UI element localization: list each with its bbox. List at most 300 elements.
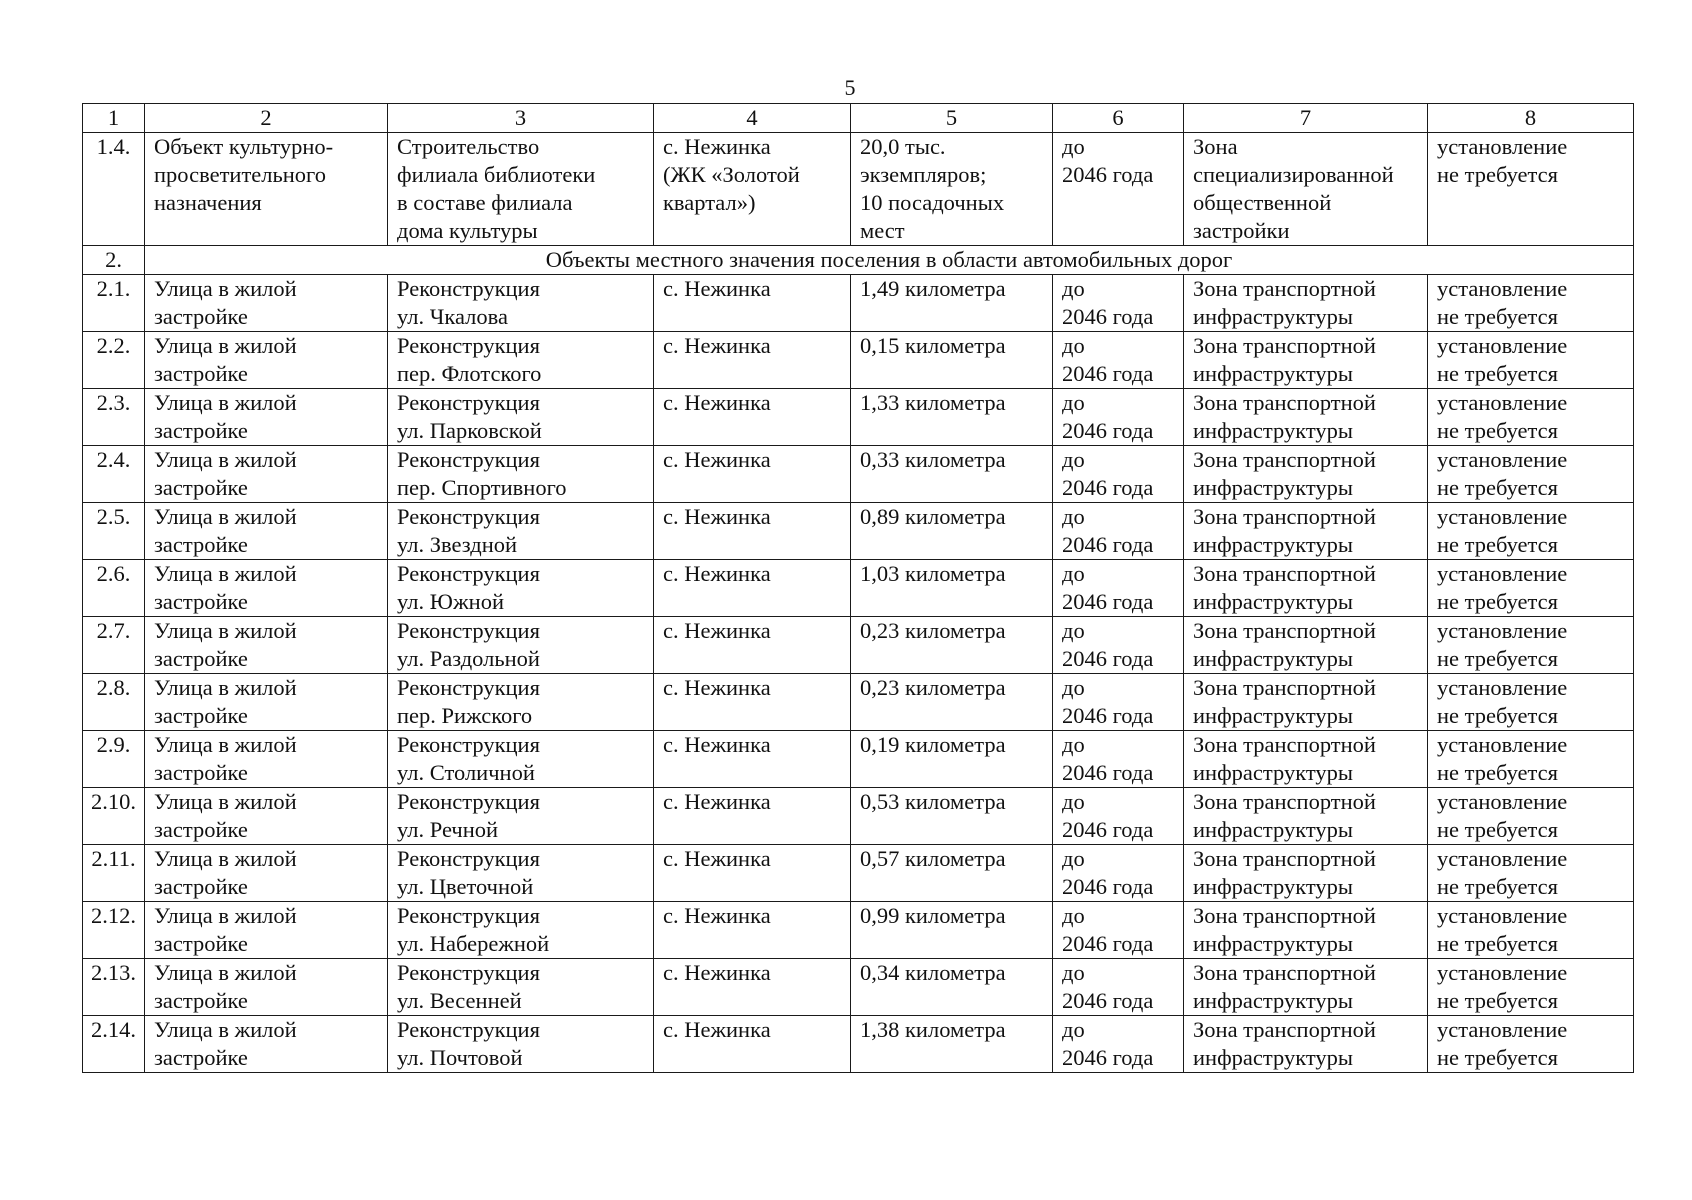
cell-line: инфраструктуры: [1193, 361, 1353, 386]
table-row: [83, 731, 1634, 788]
cell-line: ул. Чкалова: [397, 304, 508, 329]
cell-line: Реконструкция: [397, 561, 540, 586]
cell-line: 2046 года: [1062, 988, 1154, 1013]
cell-line: Улица в жилой: [154, 504, 297, 529]
cell-line: Строительство: [397, 134, 540, 159]
location-cell: с. Нежинка: [654, 332, 851, 389]
cell-line: 2046 года: [1062, 418, 1154, 443]
header-col-3: 3: [388, 104, 654, 133]
term-cell: [1053, 503, 1184, 560]
cell-line: 2046 года: [1062, 931, 1154, 956]
cell-line: до: [1062, 903, 1085, 928]
cell-line: застройке: [154, 703, 248, 728]
zone-cell: [1184, 617, 1428, 674]
cell-line: Зона: [1193, 134, 1238, 159]
cell-line: установление: [1437, 675, 1568, 700]
header-col-8: 8: [1428, 104, 1634, 133]
location-cell: с. Нежинка: [654, 845, 851, 902]
cell-line: не требуется: [1437, 418, 1558, 443]
section-title: Объекты местного значения поселения в области автомобильных дорог: [145, 246, 1634, 275]
cell-line: до: [1062, 846, 1085, 871]
cell-line: не требуется: [1437, 988, 1558, 1013]
cell-line: ул. Весенней: [397, 988, 522, 1013]
cell-line: застройке: [154, 532, 248, 557]
work-cell: [388, 560, 654, 617]
work-cell: [388, 788, 654, 845]
table-row: [83, 1016, 1634, 1073]
header-col-5: 5: [851, 104, 1053, 133]
cell-line: Улица в жилой: [154, 618, 297, 643]
object-cell: [145, 332, 388, 389]
cell-line: установление: [1437, 561, 1568, 586]
cell-line: Реконструкция: [397, 276, 540, 301]
cell-line: до: [1062, 390, 1085, 415]
term-cell: [1053, 731, 1184, 788]
row-number: 2.13.: [83, 959, 145, 1016]
cell-line: Реконструкция: [397, 333, 540, 358]
cell-line: застройке: [154, 1045, 248, 1070]
cell-line: до: [1062, 333, 1085, 358]
cell-line: ул. Звездной: [397, 532, 518, 557]
cell-line: 2046 года: [1062, 361, 1154, 386]
table-row: [83, 560, 1634, 617]
cell-line: не требуется: [1437, 817, 1558, 842]
location-cell: с. Нежинка: [654, 275, 851, 332]
object-cell: [145, 788, 388, 845]
cell-line: до: [1062, 134, 1085, 159]
cell-line: Зона транспортной: [1193, 333, 1376, 358]
cell-line: застройке: [154, 304, 248, 329]
cell-line: застройке: [154, 874, 248, 899]
protection-cell: [1428, 389, 1634, 446]
cell-line: до: [1062, 276, 1085, 301]
object-cell: [145, 959, 388, 1016]
table-row: [83, 275, 1634, 332]
cell-line: установление: [1437, 732, 1568, 757]
cell-line: инфраструктуры: [1193, 589, 1353, 614]
cell-line: застройки: [1193, 218, 1290, 243]
cell-line: до: [1062, 675, 1085, 700]
object-cell: [145, 731, 388, 788]
cell-line: Реконструкция: [397, 960, 540, 985]
cell-line: установление: [1437, 1017, 1568, 1042]
work-cell: [388, 617, 654, 674]
term-cell: [1053, 959, 1184, 1016]
section-row: [83, 246, 1634, 275]
cell-line: Зона транспортной: [1193, 789, 1376, 814]
length-cell: 0,99 километра: [851, 902, 1053, 959]
zone-cell: [1184, 731, 1428, 788]
cell-line: дома культуры: [397, 218, 538, 243]
protection-cell: [1428, 674, 1634, 731]
zone-cell: [1184, 332, 1428, 389]
cell-line: не требуется: [1437, 703, 1558, 728]
length-cell: 0,89 километра: [851, 503, 1053, 560]
cell-line: застройке: [154, 589, 248, 614]
cell-line: установление: [1437, 618, 1568, 643]
term-cell: [1053, 788, 1184, 845]
object-cell: [145, 133, 388, 246]
cell-line: инфраструктуры: [1193, 532, 1353, 557]
cell-line: застройке: [154, 760, 248, 785]
cell-line: ул. Столичной: [397, 760, 535, 785]
cell-line: 2046 года: [1062, 304, 1154, 329]
cell-line: до: [1062, 447, 1085, 472]
cell-line: Улица в жилой: [154, 1017, 297, 1042]
cell-line: Объект культурно-: [154, 134, 334, 159]
zone-cell: [1184, 959, 1428, 1016]
cell-line: до: [1062, 618, 1085, 643]
cell-line: инфраструктуры: [1193, 1045, 1353, 1070]
zone-cell: [1184, 674, 1428, 731]
cell-line: до: [1062, 561, 1085, 586]
cell-line: просветительного: [154, 162, 326, 187]
table-body: [83, 133, 1634, 1073]
object-cell: [145, 902, 388, 959]
zone-cell: [1184, 845, 1428, 902]
length-cell: 0,57 километра: [851, 845, 1053, 902]
cell-line: инфраструктуры: [1193, 304, 1353, 329]
cell-line: Зона транспортной: [1193, 618, 1376, 643]
protection-cell: [1428, 503, 1634, 560]
cell-line: Реконструкция: [397, 789, 540, 814]
zone-cell: [1184, 503, 1428, 560]
cell-line: Зона транспортной: [1193, 675, 1376, 700]
header-col-1: 1: [83, 104, 145, 133]
cell-line: Реконструкция: [397, 618, 540, 643]
cell-line: установление: [1437, 390, 1568, 415]
cell-line: инфраструктуры: [1193, 817, 1353, 842]
cell-line: инфраструктуры: [1193, 418, 1353, 443]
cell-line: установление: [1437, 960, 1568, 985]
length-cell: 1,38 километра: [851, 1016, 1053, 1073]
header-col-7: 7: [1184, 104, 1428, 133]
cell-line: не требуется: [1437, 475, 1558, 500]
row-number: 2.2.: [83, 332, 145, 389]
protection-cell: [1428, 332, 1634, 389]
protection-cell: [1428, 731, 1634, 788]
term-cell: [1053, 389, 1184, 446]
cell-line: не требуется: [1437, 931, 1558, 956]
cell-line: Реконструкция: [397, 504, 540, 529]
cell-line: установление: [1437, 333, 1568, 358]
cell-line: установление: [1437, 789, 1568, 814]
table-row: [83, 788, 1634, 845]
cell-line: в составе филиала: [397, 190, 573, 215]
work-cell: [388, 332, 654, 389]
cell-line: 2046 года: [1062, 475, 1154, 500]
cell-line: мест: [860, 218, 905, 243]
cell-line: до: [1062, 732, 1085, 757]
cell-line: Улица в жилой: [154, 846, 297, 871]
cell-line: инфраструктуры: [1193, 646, 1353, 671]
row-number: 2.5.: [83, 503, 145, 560]
objects-table: [82, 103, 1634, 1073]
cell-line: установление: [1437, 276, 1568, 301]
length-cell: 0,19 километра: [851, 731, 1053, 788]
zone-cell: [1184, 275, 1428, 332]
term-cell: [1053, 560, 1184, 617]
work-cell: [388, 133, 654, 246]
row-number: 2.8.: [83, 674, 145, 731]
cell-line: Зона транспортной: [1193, 960, 1376, 985]
cell-line: экземпляров;: [860, 162, 987, 187]
object-cell: [145, 560, 388, 617]
cell-line: с. Нежинка: [663, 134, 771, 159]
header-row: [83, 104, 1634, 133]
zone-cell: [1184, 560, 1428, 617]
cell-line: Зона транспортной: [1193, 732, 1376, 757]
cell-line: Зона транспортной: [1193, 276, 1376, 301]
cell-line: Реконструкция: [397, 390, 540, 415]
cell-line: не требуется: [1437, 1045, 1558, 1070]
location-cell: [654, 133, 851, 246]
row-number: 2.10.: [83, 788, 145, 845]
cell-line: 2046 года: [1062, 817, 1154, 842]
cell-line: не требуется: [1437, 874, 1558, 899]
object-cell: [145, 1016, 388, 1073]
protection-cell: [1428, 133, 1634, 246]
cell-line: до: [1062, 504, 1085, 529]
table-row: [83, 902, 1634, 959]
zone-cell: [1184, 902, 1428, 959]
cell-line: (ЖК «Золотой: [663, 162, 800, 187]
cell-line: Реконструкция: [397, 1017, 540, 1042]
table-row: [83, 674, 1634, 731]
row-number: 2.14.: [83, 1016, 145, 1073]
row-number: 2.12.: [83, 902, 145, 959]
cell-line: до: [1062, 789, 1085, 814]
protection-cell: [1428, 788, 1634, 845]
zone-cell: [1184, 788, 1428, 845]
cell-line: не требуется: [1437, 304, 1558, 329]
location-cell: с. Нежинка: [654, 1016, 851, 1073]
length-cell: 0,23 километра: [851, 674, 1053, 731]
term-cell: [1053, 332, 1184, 389]
location-cell: с. Нежинка: [654, 902, 851, 959]
row-number: 2.3.: [83, 389, 145, 446]
cell-line: пер. Флотского: [397, 361, 542, 386]
cell-line: Зона транспортной: [1193, 504, 1376, 529]
table-row: [83, 617, 1634, 674]
cell-line: инфраструктуры: [1193, 703, 1353, 728]
cell-line: установление: [1437, 903, 1568, 928]
location-cell: с. Нежинка: [654, 503, 851, 560]
cell-line: инфраструктуры: [1193, 931, 1353, 956]
object-cell: [145, 389, 388, 446]
header-col-6: 6: [1053, 104, 1184, 133]
cell-line: 20,0 тыс.: [860, 134, 946, 159]
cell-line: квартал»): [663, 190, 756, 215]
cell-line: Улица в жилой: [154, 561, 297, 586]
work-cell: [388, 674, 654, 731]
term-cell: [1053, 617, 1184, 674]
cell-line: не требуется: [1437, 646, 1558, 671]
cell-line: застройке: [154, 475, 248, 500]
table-row-1-4: [83, 133, 1634, 246]
cell-line: Улица в жилой: [154, 675, 297, 700]
table-row: [83, 332, 1634, 389]
table-row: [83, 959, 1634, 1016]
cell-line: Реконструкция: [397, 903, 540, 928]
location-cell: с. Нежинка: [654, 788, 851, 845]
object-cell: [145, 275, 388, 332]
protection-cell: [1428, 275, 1634, 332]
length-cell: 0,23 километра: [851, 617, 1053, 674]
cell-line: ул. Цветочной: [397, 874, 534, 899]
cell-line: установление: [1437, 447, 1568, 472]
cell-line: не требуется: [1437, 361, 1558, 386]
section-number: 2.: [83, 246, 145, 275]
protection-cell: [1428, 446, 1634, 503]
work-cell: [388, 275, 654, 332]
page-number: 5: [844, 75, 856, 100]
cell-line: застройке: [154, 988, 248, 1013]
header-col-4: 4: [654, 104, 851, 133]
object-cell: [145, 845, 388, 902]
cell-line: ул. Речной: [397, 817, 499, 842]
work-cell: [388, 446, 654, 503]
term-cell: [1053, 674, 1184, 731]
cell-line: Зона транспортной: [1193, 903, 1376, 928]
term-cell: [1053, 845, 1184, 902]
length-cell: 1,33 километра: [851, 389, 1053, 446]
cell-line: установление: [1437, 846, 1568, 871]
cell-line: Зона транспортной: [1193, 390, 1376, 415]
protection-cell: [1428, 902, 1634, 959]
cell-line: 2046 года: [1062, 1045, 1154, 1070]
protection-cell: [1428, 845, 1634, 902]
cell-line: Улица в жилой: [154, 732, 297, 757]
cell-line: Зона транспортной: [1193, 1017, 1376, 1042]
table-row: [83, 389, 1634, 446]
cell-line: инфраструктуры: [1193, 475, 1353, 500]
protection-cell: [1428, 560, 1634, 617]
table-row: [83, 446, 1634, 503]
length-cell: 0,34 километра: [851, 959, 1053, 1016]
work-cell: [388, 1016, 654, 1073]
row-number: 2.6.: [83, 560, 145, 617]
cell-line: Улица в жилой: [154, 960, 297, 985]
term-cell: [1053, 275, 1184, 332]
work-cell: [388, 902, 654, 959]
work-cell: [388, 731, 654, 788]
zone-cell: [1184, 1016, 1428, 1073]
cell-line: застройке: [154, 418, 248, 443]
cell-line: до: [1062, 960, 1085, 985]
cell-line: инфраструктуры: [1193, 988, 1353, 1013]
cell-line: 2046 года: [1062, 162, 1154, 187]
cell-line: инфраструктуры: [1193, 760, 1353, 785]
row-number: 1.4.: [83, 133, 145, 246]
length-cell: 0,53 километра: [851, 788, 1053, 845]
table-header: [83, 104, 1634, 133]
cell-line: ул. Почтовой: [397, 1045, 523, 1070]
location-cell: с. Нежинка: [654, 959, 851, 1016]
cell-line: пер. Рижского: [397, 703, 533, 728]
cell-line: Реконструкция: [397, 732, 540, 757]
length-cell: 0,33 километра: [851, 446, 1053, 503]
zone-cell: [1184, 133, 1428, 246]
cell-line: не требуется: [1437, 162, 1558, 187]
cell-line: Улица в жилой: [154, 333, 297, 358]
location-cell: с. Нежинка: [654, 446, 851, 503]
cell-line: Улица в жилой: [154, 903, 297, 928]
object-cell: [145, 446, 388, 503]
cell-line: застройке: [154, 817, 248, 842]
cell-line: Реконструкция: [397, 675, 540, 700]
length-cell: 0,15 километра: [851, 332, 1053, 389]
cell-line: 2046 года: [1062, 646, 1154, 671]
location-cell: с. Нежинка: [654, 731, 851, 788]
cell-line: установление: [1437, 134, 1568, 159]
header-col-2: 2: [145, 104, 388, 133]
cell-line: ул. Южной: [397, 589, 505, 614]
cell-line: не требуется: [1437, 760, 1558, 785]
protection-cell: [1428, 617, 1634, 674]
object-cell: [145, 503, 388, 560]
cell-line: застройке: [154, 361, 248, 386]
work-cell: [388, 959, 654, 1016]
cell-line: Улица в жилой: [154, 447, 297, 472]
cell-line: Зона транспортной: [1193, 846, 1376, 871]
term-cell: [1053, 133, 1184, 246]
cell-line: инфраструктуры: [1193, 874, 1353, 899]
row-number: 2.4.: [83, 446, 145, 503]
cell-line: Зона транспортной: [1193, 561, 1376, 586]
protection-cell: [1428, 959, 1634, 1016]
row-number: 2.11.: [83, 845, 145, 902]
table-row: [83, 845, 1634, 902]
term-cell: [1053, 902, 1184, 959]
cell-line: 2046 года: [1062, 874, 1154, 899]
cell-line: специализированной: [1193, 162, 1394, 187]
cell-line: до: [1062, 1017, 1085, 1042]
zone-cell: [1184, 389, 1428, 446]
cell-line: 2046 года: [1062, 703, 1154, 728]
work-cell: [388, 503, 654, 560]
cell-line: Реконструкция: [397, 846, 540, 871]
location-cell: с. Нежинка: [654, 617, 851, 674]
cell-line: не требуется: [1437, 532, 1558, 557]
row-number: 2.7.: [83, 617, 145, 674]
cell-line: 2046 года: [1062, 760, 1154, 785]
row-number: 2.9.: [83, 731, 145, 788]
table-row: [83, 503, 1634, 560]
cell-line: общественной: [1193, 190, 1332, 215]
cell-line: застройке: [154, 931, 248, 956]
work-cell: [388, 845, 654, 902]
location-cell: с. Нежинка: [654, 389, 851, 446]
cell-line: Реконструкция: [397, 447, 540, 472]
cell-line: ул. Раздольной: [397, 646, 540, 671]
cell-line: не требуется: [1437, 589, 1558, 614]
cell-line: филиала библиотеки: [397, 162, 596, 187]
location-cell: с. Нежинка: [654, 674, 851, 731]
cell-line: 2046 года: [1062, 589, 1154, 614]
cell-line: 10 посадочных: [860, 190, 1005, 215]
cell-line: Улица в жилой: [154, 390, 297, 415]
cell-line: ул. Парковской: [397, 418, 542, 443]
cell-line: ул. Набережной: [397, 931, 550, 956]
zone-cell: [1184, 446, 1428, 503]
cell-line: пер. Спортивного: [397, 475, 567, 500]
cell-line: Улица в жилой: [154, 276, 297, 301]
location-cell: с. Нежинка: [654, 560, 851, 617]
protection-cell: [1428, 1016, 1634, 1073]
capacity-cell: [851, 133, 1053, 246]
length-cell: 1,03 километра: [851, 560, 1053, 617]
